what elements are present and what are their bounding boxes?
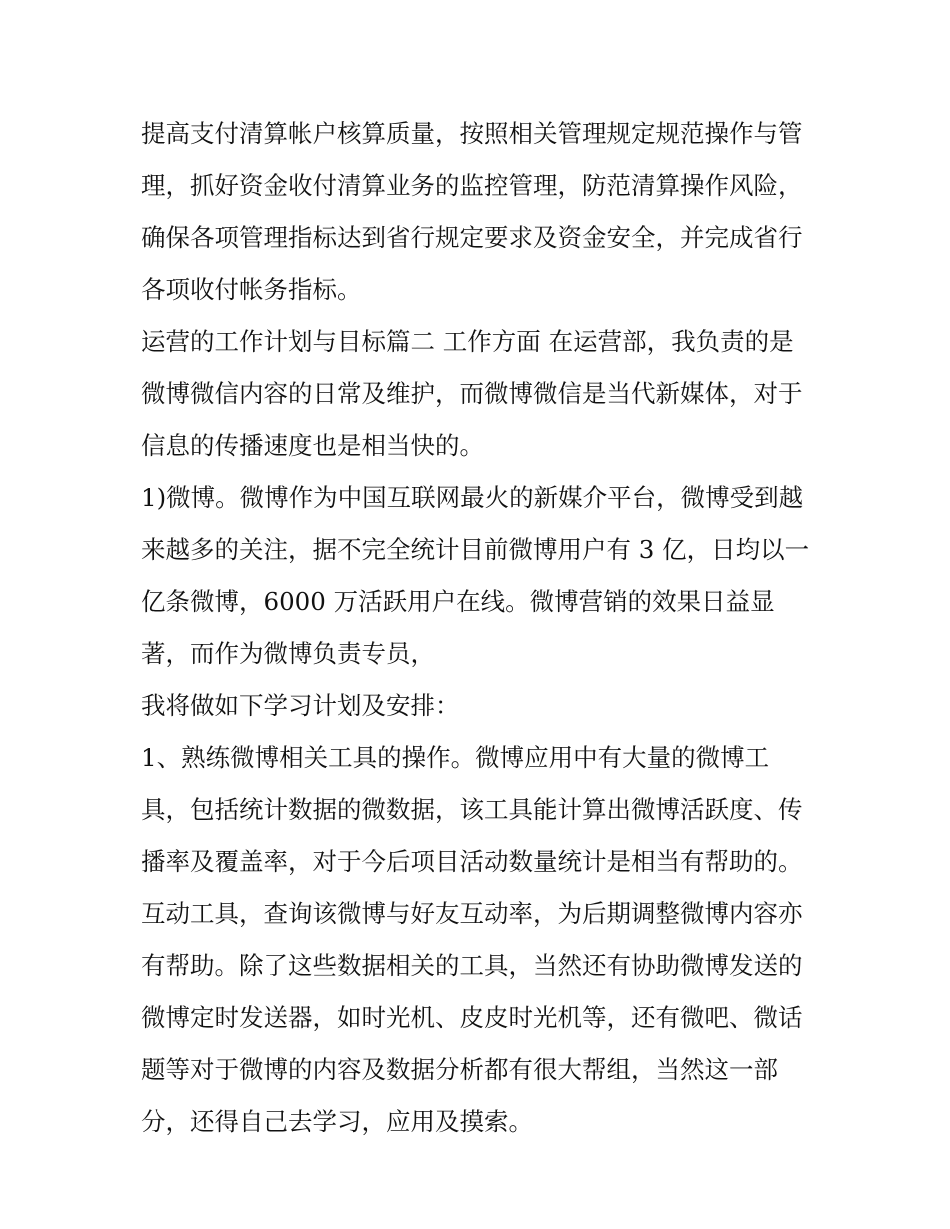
text-line-20: 分，还得自己去学习，应用及摸索。 — [141, 1107, 533, 1136]
text-line-17: 有帮助。除了这些数据相关的工具，当然还有协助微博发送的 — [141, 951, 803, 980]
body-text — [141, 108, 821, 1148]
text-line-16: 互动工具，查询该微博与好友互动率，为后期调整微博内容亦 — [141, 899, 803, 928]
text-line-11: 著，而作为微博负责专员， — [141, 639, 435, 668]
text-line-15: 播率及覆盖率，对于今后项目活动数量统计是相当有帮助的。 — [141, 847, 803, 876]
text-line-3: 确保各项管理指标达到省行规定要求及资金安全，并完成省行 — [141, 223, 803, 252]
text-line-9: 来越多的关注，据不完全统计目前微博用户有 3 亿，日均以一 — [141, 535, 810, 564]
text-line-4: 各项收付帐务指标。 — [141, 275, 362, 304]
text-line-19: 题等对于微博的内容及数据分析都有很大帮组，当然这一部 — [141, 1055, 778, 1084]
text-line-6: 微博微信内容的日常及维护，而微博微信是当代新媒体，对于 — [141, 379, 803, 408]
text-line-18: 微博定时发送器，如时光机、皮皮时光机等，还有微吧、微话 — [141, 1003, 803, 1032]
text-line-8: 1)微博。微博作为中国互联网最火的新媒介平台，微博受到越 — [141, 483, 804, 512]
text-line-1: 提高支付清算帐户核算质量，按照相关管理规定规范操作与管 — [141, 119, 803, 148]
text-line-13: 1、熟练微博相关工具的操作。微博应用中有大量的微博工 — [141, 743, 770, 772]
text-line-14: 具，包括统计数据的微数据，该工具能计算出微博活跃度、传 — [141, 795, 803, 824]
text-line-10: 亿条微博，6000 万活跃用户在线。微博营销的效果日益显 — [141, 587, 775, 616]
text-line-12: 我将做如下学习计划及安排： — [141, 691, 460, 720]
text-line-7: 信息的传播速度也是相当快的。 — [141, 431, 484, 460]
text-line-5: 运营的工作计划与目标篇二 工作方面 在运营部，我负责的是 — [141, 327, 794, 356]
text-line-2: 理，抓好资金收付清算业务的监控管理，防范清算操作风险， — [141, 171, 803, 200]
